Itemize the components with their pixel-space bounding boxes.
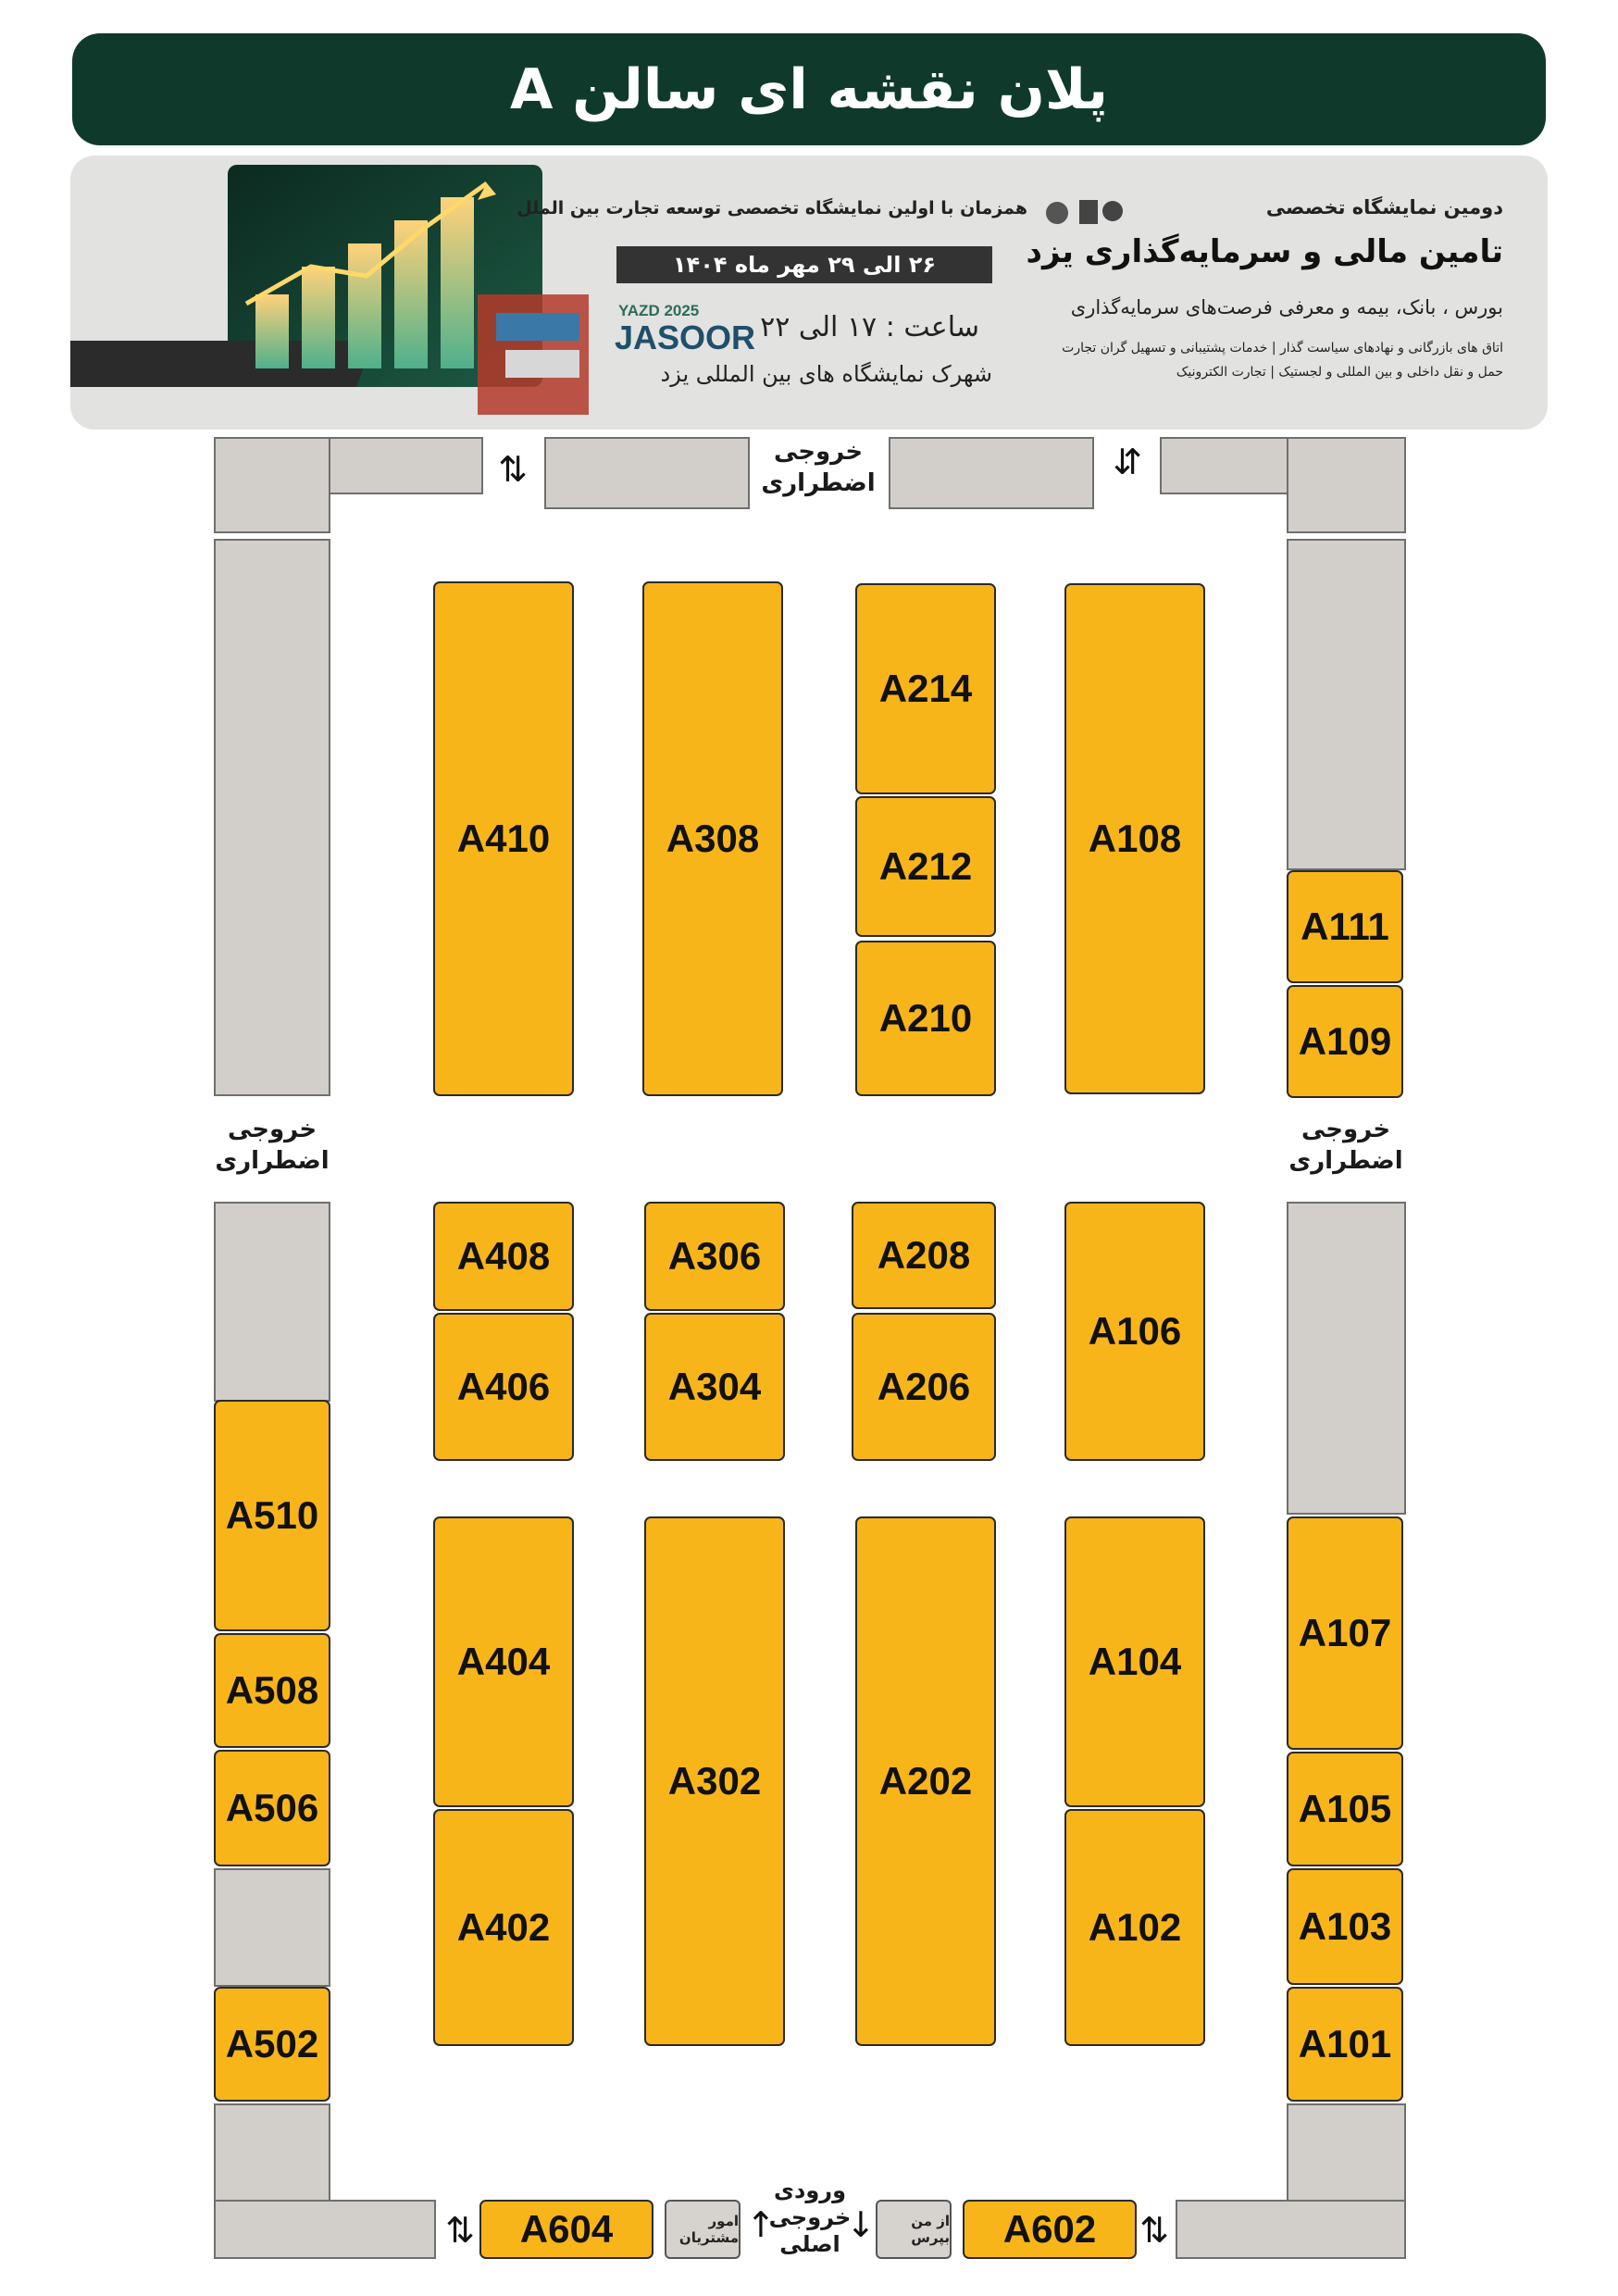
booth-a406[interactable]: A406 [433,1313,574,1461]
emergency-exit-left [198,1115,346,1178]
wall-left-gap [214,1868,330,1987]
customer-affairs-booth[interactable]: امور مشتریان [665,2200,741,2259]
emblem-icon [1044,194,1126,231]
booth-a306[interactable]: A306 [644,1202,785,1311]
brand-logo: JASOOR [615,318,756,356]
booth-a410[interactable]: A410 [433,581,574,1096]
booth-a602[interactable]: A602 [963,2200,1137,2259]
booth-a206[interactable]: A206 [852,1313,996,1461]
booth-a508[interactable]: A508 [214,1633,330,1748]
event-name: تامین مالی و سرمایه‌گذاری یزد [1026,233,1503,270]
title-bar [72,33,1546,145]
event-banner [70,156,1548,430]
wall-bottom-left-h [214,2200,436,2259]
booth-a210[interactable]: A210 [855,941,996,1096]
brand-top: YAZD 2025 [618,302,700,319]
updown-arrow-icon: ⇅ [445,2210,475,2251]
entrance-line2: خروجی [768,2203,852,2230]
emergency-exit-top [744,437,892,500]
booth-a604[interactable]: A604 [479,2200,653,2259]
event-line1: اتاق های بازرگانی و نهادهای سیاست گذار | خدمات پشتیبانی و تسهیل گران تجارت [1062,341,1503,356]
wall-left-mid [214,1202,330,1402]
exit-label-line1: خروجی [1301,1116,1391,1143]
updown-arrow-icon: ⇅ [498,449,528,490]
booth-a308[interactable]: A308 [642,581,783,1096]
main-entrance-label [759,2177,861,2257]
booth-a510[interactable]: A510 [214,1400,330,1631]
wall-bottom-right-h [1176,2200,1406,2259]
exit-label-line1: خروجی [773,438,864,466]
wall-right-upper [1287,539,1406,870]
down-arrow-icon: ↓ [846,2204,876,2245]
booth-a111[interactable]: A111 [1287,870,1403,983]
dates-text: ۲۶ الی ۲۹ مهر ماه ۱۴۰۴ [672,252,937,278]
booth-a502[interactable]: A502 [214,1987,330,2102]
booth-a103[interactable]: A103 [1287,1868,1403,1985]
venue-text: شهرک نمایشگاه های بین المللی یزد [660,361,992,387]
booth-a402[interactable]: A402 [433,1809,574,2046]
booth-a202[interactable]: A202 [855,1516,996,2046]
entrance-line3: اصلی [779,2230,840,2257]
wall-top-mid-left [544,437,750,509]
wall-right-mid [1287,1202,1406,1515]
edition-text: دومین نمایشگاه تخصصی [1265,196,1503,218]
booth-a408[interactable]: A408 [433,1202,574,1311]
booth-a106[interactable]: A106 [1064,1202,1205,1461]
wall-top-mid-right [889,437,1094,509]
exit-label-line2: اضطراری [215,1146,330,1175]
booth-a506[interactable]: A506 [214,1750,330,1866]
booth-a105[interactable]: A105 [1287,1752,1403,1866]
wall-top-left-v [214,437,330,533]
emergency-exit-right [1272,1115,1420,1178]
event-subtitle: بورس ، بانک، بیمه و معرفی فرصت‌های سرمایه‌گذاری [1070,296,1503,318]
exit-label-line2: اضطراری [1288,1146,1403,1175]
booth-a101[interactable]: A101 [1287,1987,1403,2102]
booth-a214[interactable]: A214 [855,583,996,794]
downup-arrow-icon: ⇵ [1113,442,1142,482]
entrance-line1: ورودی [774,2177,846,2203]
booth-a109[interactable]: A109 [1287,985,1403,1098]
booth-a212[interactable]: A212 [855,796,996,937]
wall-left-upper [214,539,330,1096]
dates-box [616,246,992,283]
booth-a107[interactable]: A107 [1287,1516,1403,1750]
up-arrow-icon: ↑ [746,2204,776,2245]
booth-a108[interactable]: A108 [1064,583,1205,1094]
ask-me-booth[interactable]: از من بپرس [876,2200,952,2259]
updown-arrow-icon: ⇅ [1139,2210,1169,2251]
booth-a104[interactable]: A104 [1064,1516,1205,1807]
booth-a208[interactable]: A208 [852,1202,996,1309]
wall-top-right-v [1287,437,1406,533]
growth-chart-illustration-icon [70,156,589,430]
event-line2: حمل و نقل داخلی و بین المللی و لجستیک | تجارت الکترونیک [1176,365,1503,380]
exit-label-line1: خروجی [227,1116,317,1143]
booth-a102[interactable]: A102 [1064,1809,1205,2046]
hours-text: ساعت : ۱۷ الی ۲۲ [760,311,979,343]
booth-a304[interactable]: A304 [644,1313,785,1461]
sponsor-logos [1044,194,1126,231]
booth-a302[interactable]: A302 [644,1516,785,2046]
booth-a404[interactable]: A404 [433,1516,574,1807]
page-title: پلان نقشه ای سالن A [509,56,1109,122]
concurrent-text: همزمان با اولین نمایشگاه تخصصی توسعه تجارت بین الملل [517,198,1027,218]
exit-label-line2: اضطراری [761,468,876,497]
